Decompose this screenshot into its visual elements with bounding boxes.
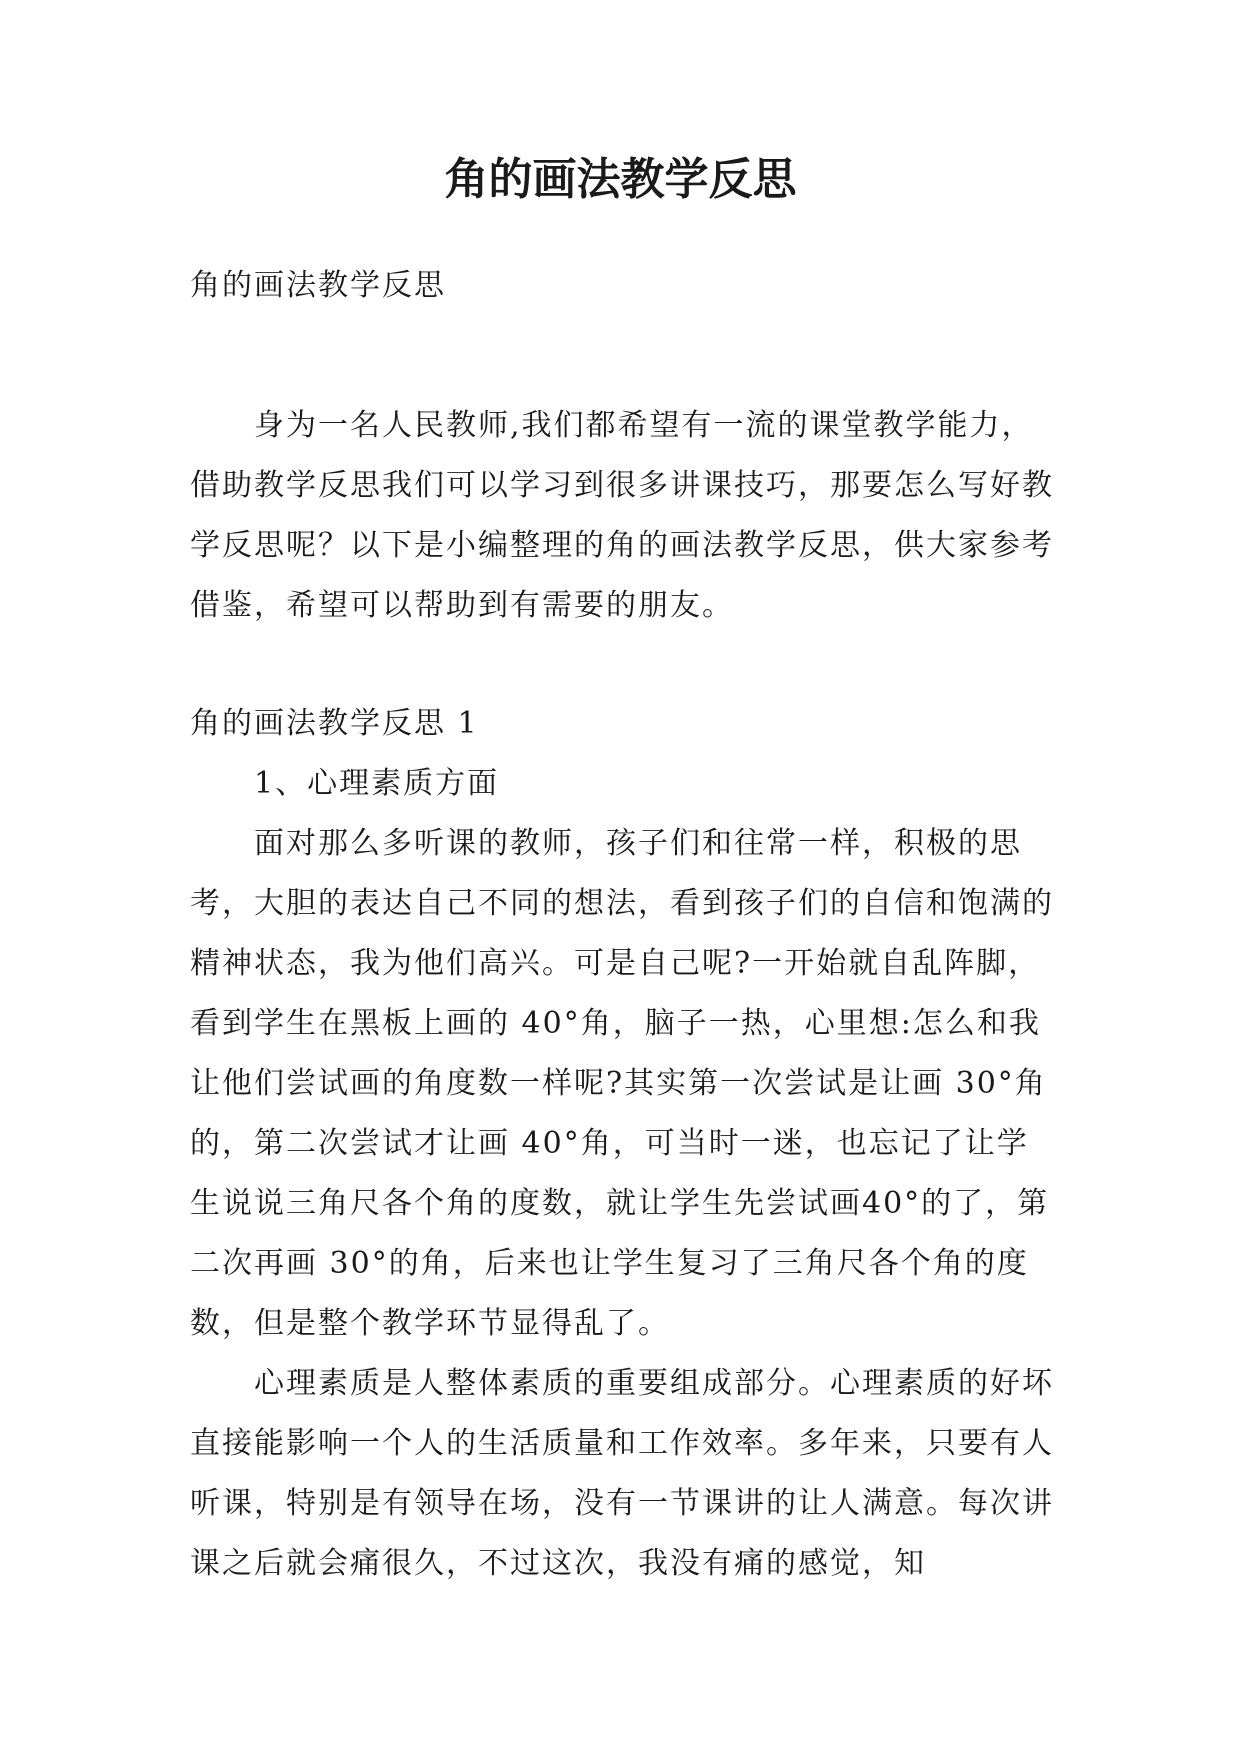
body-paragraph-1: 面对那么多听课的教师，孩子们和往常一样，积极的思考，大胆的表达自己不同的想法，看到孩子们的自信和饱满的精神状态，我为他们高兴。可是自己呢?一开始就自乱阵脚，看到学生在黑板上画的 40°角，脑子一热，心里想:怎么和我让他们尝试画的角度数一样呢?其实第一次尝试是让画 30°角的，第二次尝试才让画 40°角，可当时一迷，也忘记了让学生说说三角尺各个角的度数，就让学生先尝试画40°的了，第二次再画 30°的角，后来也让学生复习了三角尺各个角的度数，但是整个教学环节显得乱了。	[190, 826, 1054, 1341]
point-heading: 1、心理素质方面	[254, 766, 500, 801]
document-title: 角的画法教学反思	[444, 154, 797, 205]
intro-paragraph	[190, 396, 1060, 636]
body-paragraph-2: 心理素质是人整体素质的重要组成部分。心理素质的好坏直接能影响一个人的生活质量和工作效率。多年来，只要有人听课，特别是有领导在场，没有一节课讲的让人满意。每次讲课之后就会痛很久，不过这次，我没有痛的感觉，知	[190, 1366, 1054, 1581]
document-subtitle	[190, 256, 1060, 316]
intro-text: 身为一名人民教师,我们都希望有一流的课堂教学能力，借助教学反思我们可以学习到很多讲课技巧，那要怎么写好教学反思呢？以下是小编整理的角的画法教学反思，供大家参考借鉴，希望可以帮助到有需要的朋友。	[190, 408, 1054, 623]
section-1	[190, 694, 1060, 1594]
subtitle-text: 角的画法教学反思	[190, 268, 446, 303]
section-heading: 角的画法教学反思 1	[190, 706, 479, 741]
